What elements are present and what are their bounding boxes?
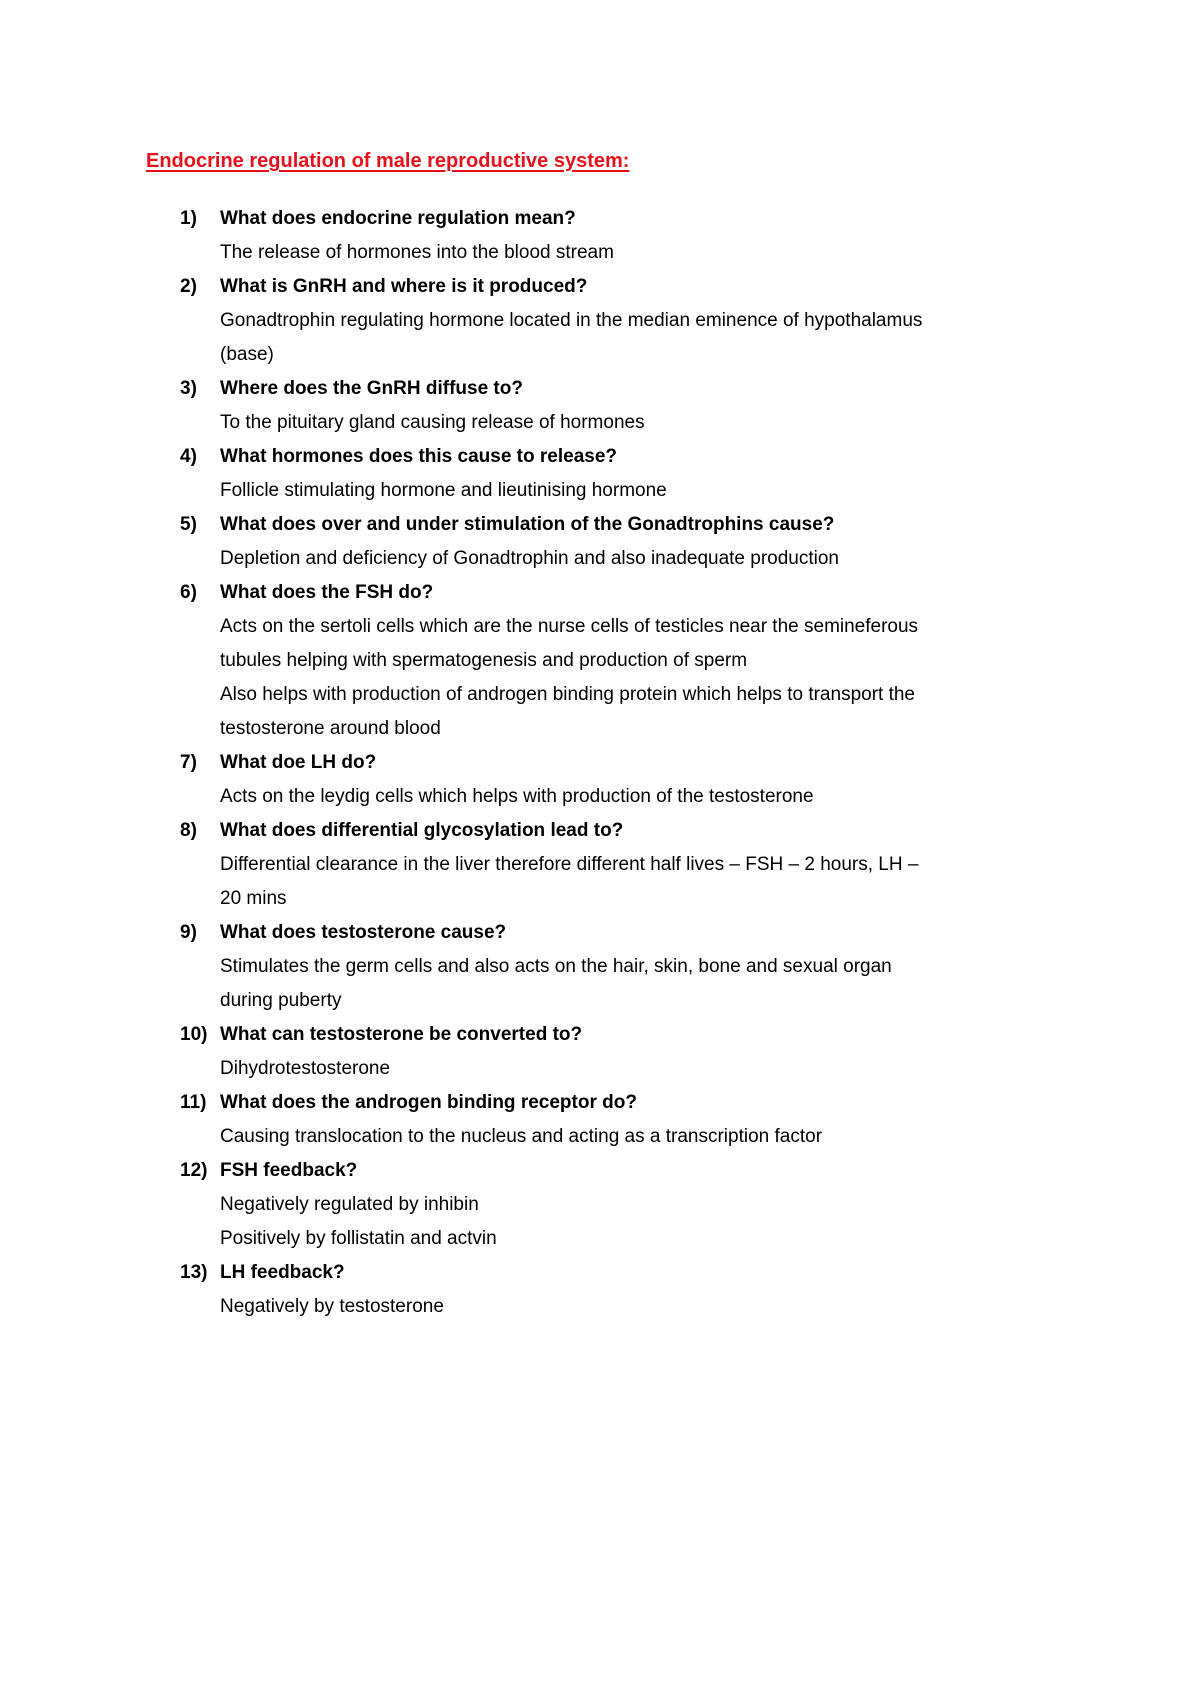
question-number: 10): [180, 1024, 208, 1045]
qa-item: [180, 202, 1080, 270]
answer-line: Dihydrotestosterone: [220, 1058, 391, 1079]
qa-item: [180, 746, 1080, 814]
question-text: What does the androgen binding receptor do?: [220, 1092, 637, 1113]
answer-line: 20 mins: [220, 888, 287, 909]
question-number: 11): [180, 1092, 207, 1113]
answer-line: Gonadtrophin regulating hormone located in the median eminence of hypothalamus: [220, 310, 923, 331]
question-number: 12): [180, 1160, 208, 1181]
qa-item: [180, 916, 1080, 1018]
qa-item: [180, 440, 1080, 508]
answer-line: Stimulates the germ cells and also acts on the hair, skin, bone and sexual organ: [220, 956, 892, 977]
answer-line: The release of hormones into the blood stream: [220, 242, 614, 263]
answer-line: Negatively by testosterone: [220, 1296, 444, 1317]
question-number: 9): [180, 922, 197, 943]
answer-line: (base): [220, 344, 274, 365]
answer-line: Also helps with production of androgen binding protein which helps to transport the: [220, 684, 915, 705]
qa-item: [180, 1018, 1080, 1086]
question-answer-list: [180, 202, 1080, 1324]
question-text: Where does the GnRH diffuse to?: [220, 378, 523, 399]
answer-line: Depletion and deficiency of Gonadtrophin and also inadequate production: [220, 548, 840, 569]
answer-line: Follicle stimulating hormone and lieutinising hormone: [220, 480, 667, 501]
question-text: What does over and under stimulation of the Gonadtrophins cause?: [220, 514, 835, 535]
question-text: What doe LH do?: [220, 752, 377, 773]
qa-item: [180, 1154, 1080, 1256]
answer-line: Acts on the leydig cells which helps with production of the testosterone: [220, 786, 814, 807]
question-text: What is GnRH and where is it produced?: [220, 276, 588, 297]
question-number: 8): [180, 820, 197, 841]
answer-line: Causing translocation to the nucleus and acting as a transcription factor: [220, 1126, 823, 1147]
question-text: What does testosterone cause?: [220, 922, 507, 943]
question-number: 2): [180, 276, 197, 297]
question-text: What does endocrine regulation mean?: [220, 208, 576, 229]
question-number: 13): [180, 1262, 208, 1283]
answer-line: tubules helping with spermatogenesis and production of sperm: [220, 650, 748, 671]
answer-line: Acts on the sertoli cells which are the nurse cells of testicles near the semineferous: [220, 616, 919, 637]
answer-line: Positively by follistatin and actvin: [220, 1228, 497, 1249]
question-number: 4): [180, 446, 197, 467]
answer-line: To the pituitary gland causing release of hormones: [220, 412, 645, 433]
question-number: 6): [180, 582, 197, 603]
question-text: LH feedback?: [220, 1262, 345, 1283]
answer-line: Differential clearance in the liver therefore different half lives – FSH – 2 hours, LH –: [220, 854, 919, 875]
qa-item: [180, 508, 1080, 576]
qa-item: [180, 1256, 1080, 1324]
question-number: 1): [180, 208, 197, 229]
qa-item: [180, 372, 1080, 440]
qa-item: [180, 270, 1080, 372]
question-text: What does differential glycosylation lead to?: [220, 820, 624, 841]
question-text: What does the FSH do?: [220, 582, 434, 603]
answer-line: during puberty: [220, 990, 342, 1011]
question-number: 5): [180, 514, 197, 535]
document-title: Endocrine regulation of male reproductive system:: [146, 150, 630, 172]
question-text: What hormones does this cause to release?: [220, 446, 617, 467]
qa-item: [180, 576, 1080, 746]
question-text: FSH feedback?: [220, 1160, 358, 1181]
answer-line: Negatively regulated by inhibin: [220, 1194, 479, 1215]
qa-item: [180, 814, 1080, 916]
qa-item: [180, 1086, 1080, 1154]
question-number: 3): [180, 378, 197, 399]
question-text: What can testosterone be converted to?: [220, 1024, 583, 1045]
question-number: 7): [180, 752, 197, 773]
answer-line: testosterone around blood: [220, 718, 441, 739]
